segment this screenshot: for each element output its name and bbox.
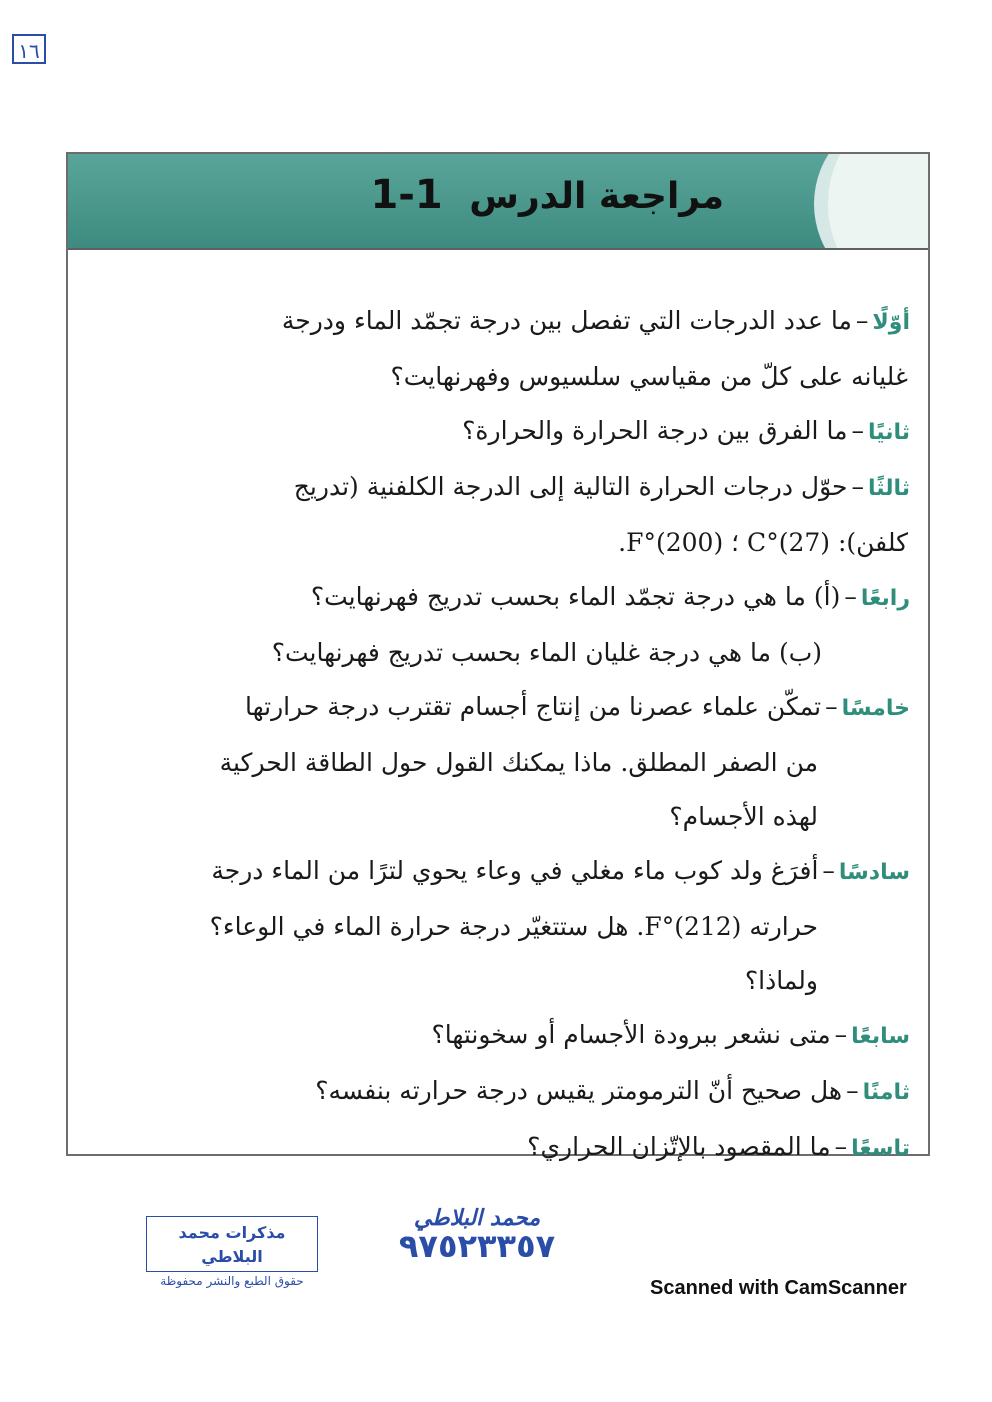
question-text: ولماذا؟ xyxy=(744,966,818,995)
question-item: رابعًا–(أ) ما هي درجة تجمّد الماء بحسب تدريج فهرنهايت؟ (ب) ما هي درجة غليان الماء بحسب تدريج فهرنهايت؟ xyxy=(90,570,910,680)
stamp-title: مذكرات محمد البلاطي xyxy=(178,1223,286,1266)
question-label: ثالثًا xyxy=(867,476,910,501)
question-text: حرارته (212)°F. هل ستتغيّر درجة حرارة الماء في الوعاء؟ xyxy=(209,912,818,941)
question-item: ثامنًا–هل صحيح أنّ الترمومتر يقيس درجة حرارته بنفسه؟ xyxy=(315,1076,910,1105)
question-item: أوّلًا–ما عدد الدرجات التي تفصل بين درجة تجمّد الماء ودرجة غليانه على كلّ من مقياسي سلسيوس وفهرنهايت؟ xyxy=(90,294,910,404)
question-item: تاسعًا–ما المقصود بالإتّزان الحراري؟ xyxy=(527,1132,910,1161)
question-label: ثامنًا xyxy=(862,1080,910,1105)
question-text: ما الفرق بين درجة الحرارة والحرارة؟ xyxy=(462,416,848,445)
question-text: من الصفر المطلق. ماذا يمكنك القول حول الطاقة الحركية xyxy=(219,748,818,777)
question-label: ثانيًا xyxy=(867,420,910,445)
author-signature xyxy=(392,1206,562,1265)
question-text: غليانه على كلّ من مقياسي سلسيوس وفهرنهايت؟ xyxy=(390,362,908,391)
scanner-watermark: Scanned with CamScanner xyxy=(650,1277,907,1299)
lesson-review-panel xyxy=(66,152,930,1161)
question-text: هل صحيح أنّ الترمومتر يقيس درجة حرارته بنفسه؟ xyxy=(315,1076,843,1105)
question-text: متى نشعر ببرودة الأجسام أو سخونتها؟ xyxy=(431,1020,831,1049)
title-text: مراجعة الدرس xyxy=(469,176,724,217)
question-label: رابعًا xyxy=(860,586,910,611)
question-text: ما عدد الدرجات التي تفصل بين درجة تجمّد الماء ودرجة xyxy=(281,306,852,335)
question-text: (أ) ما هي درجة تجمّد الماء بحسب تدريج فهرنهايت؟ xyxy=(310,582,841,611)
page-number: ١٦ xyxy=(12,34,46,64)
question-label: سابعًا xyxy=(851,1024,910,1049)
question-list xyxy=(90,294,910,1176)
question-text: تمكّن علماء عصرنا من إنتاج أجسام تقترب درجة حرارتها xyxy=(244,692,822,721)
question-text: (ب) ما هي درجة غليان الماء بحسب تدريج فهرنهايت؟ xyxy=(271,638,822,667)
question-text: حوّل درجات الحرارة التالية إلى الدرجة الكلفنية (تدريج xyxy=(293,472,848,501)
copyright-stamp xyxy=(146,1216,318,1288)
question-text: ما المقصود بالإتّزان الحراري؟ xyxy=(527,1132,831,1161)
panel-header xyxy=(68,154,928,250)
question-label: خامسًا xyxy=(841,696,910,721)
question-text: كلفن): (27)°C ؛ (200)°F. xyxy=(618,528,908,557)
author-name: محمد البلاطي xyxy=(413,1206,541,1231)
panel-title xyxy=(370,172,724,218)
question-label: أوّلًا xyxy=(872,310,910,335)
title-number: 1-1 xyxy=(370,172,443,218)
question-item: ثالثًا–حوّل درجات الحرارة التالية إلى الدرجة الكلفنية (تدريج كلفن): (27)°C ؛ (200)°F. xyxy=(90,460,910,570)
question-item: خامسًا–تمكّن علماء عصرنا من إنتاج أجسام تقترب درجة حرارتها من الصفر المطلق. ماذا يمكنك القول حول الطاقة الحركية لهذه الأجسام؟ xyxy=(90,680,910,844)
question-text: لهذه الأجسام؟ xyxy=(669,802,818,831)
question-item: سابعًا–متى نشعر ببرودة الأجسام أو سخونتها؟ xyxy=(431,1020,910,1049)
question-label: سادسًا xyxy=(838,860,910,885)
stamp-subtitle: حقوق الطبع والنشر محفوظة xyxy=(160,1274,304,1288)
header-decoration xyxy=(814,154,928,250)
author-phone: ٩٧٥٢٣٣٥٧ xyxy=(398,1227,556,1265)
question-text: أفرَغ ولد كوب ماء مغلي في وعاء يحوي لترًا من الماء درجة xyxy=(211,856,819,885)
question-item: سادسًا–أفرَغ ولد كوب ماء مغلي في وعاء يحوي لترًا من الماء درجة حرارته (212)°F. هل ستتغيّر درجة حرارة الماء في الوعاء؟ ولماذا؟ xyxy=(90,844,910,1008)
question-label: تاسعًا xyxy=(851,1136,910,1161)
question-item: ثانيًا–ما الفرق بين درجة الحرارة والحرارة؟ xyxy=(462,416,910,445)
